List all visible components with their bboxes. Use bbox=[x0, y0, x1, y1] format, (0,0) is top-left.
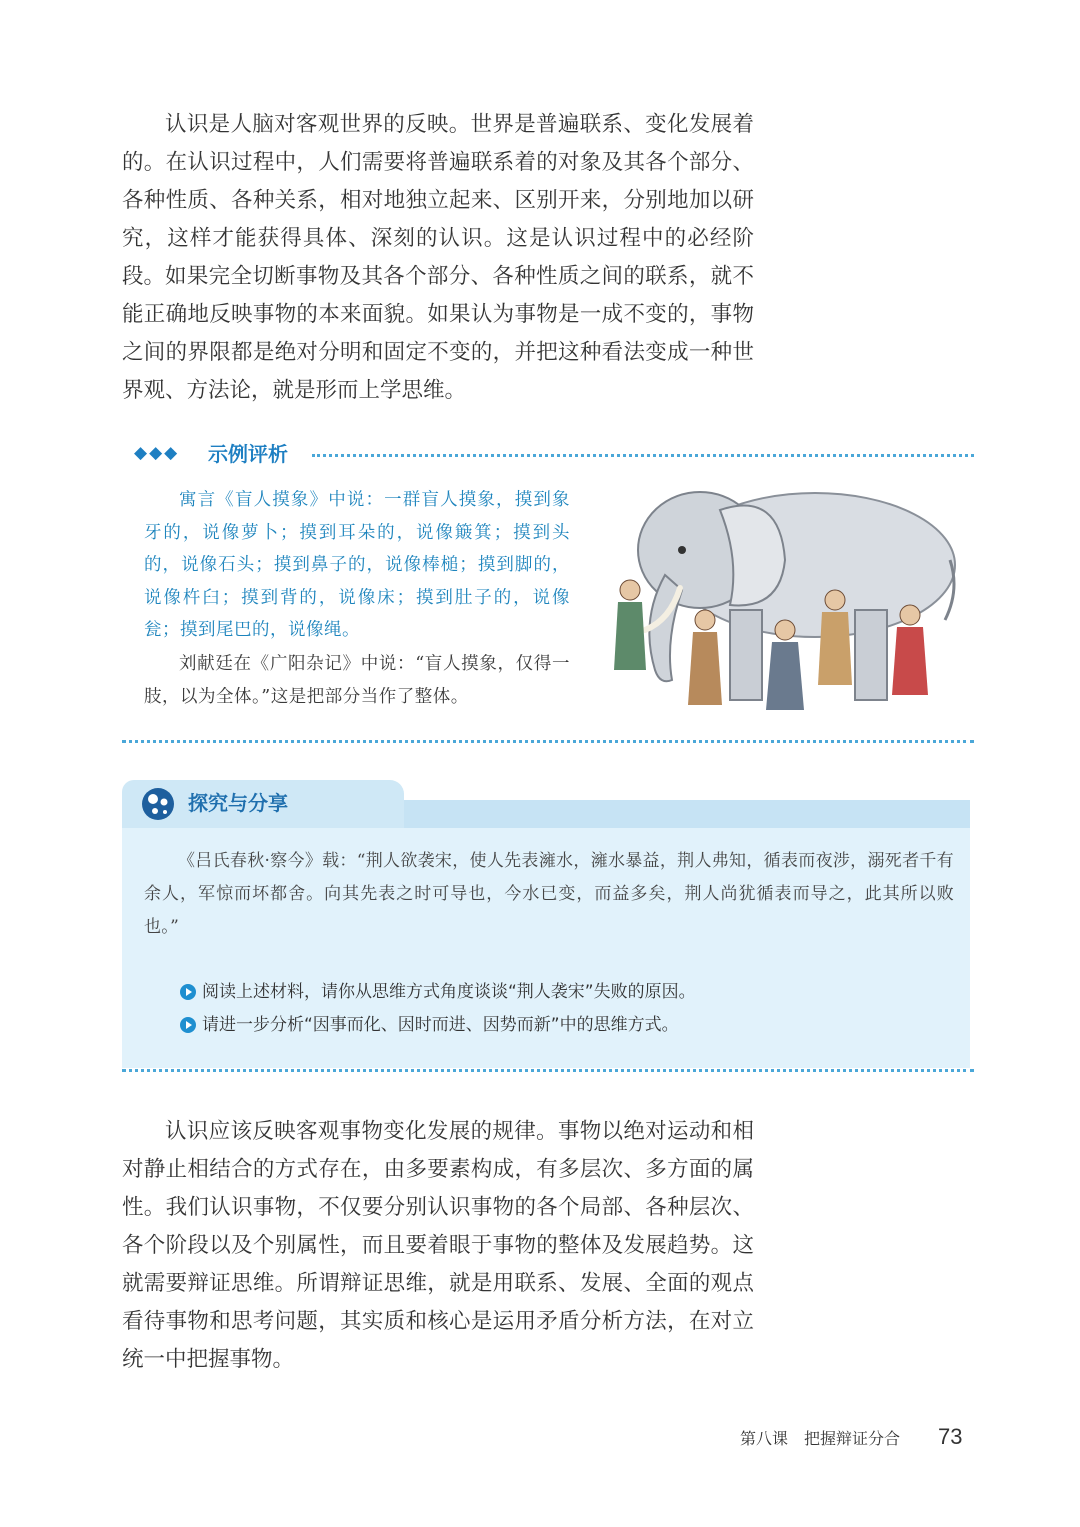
play-arrow-icon bbox=[180, 984, 196, 1000]
example-section-title: 示例评析 bbox=[208, 442, 288, 466]
example-fable-text: 寓言《盲人摸象》中说：一群盲人摸象，摸到象牙的，说像萝卜；摸到耳朵的，说像簸箕；摸到头的，说像石头；摸到鼻子的，说像棒槌；摸到脚的，说像杵臼；摸到背的，说像床；摸到肚子的，说像瓮；摸到尾巴的，说像绳。 bbox=[144, 490, 570, 641]
explore-question-2-text: 请进一步分析“因事而化、因时而进、因势而新”中的思维方式。 bbox=[202, 1015, 679, 1035]
play-arrow-icon bbox=[180, 1017, 196, 1033]
explore-share-title: 探究与分享 bbox=[188, 791, 288, 815]
example-quote-text: 刘献廷在《广阳杂记》中说：“盲人摸象，仅得一肢，以为全体。”这是把部分当作了整体。 bbox=[144, 654, 570, 707]
body-paragraph-1: 认识是人脑对客观世界的反映。世界是普遍联系、变化发展着的。在认识过程中，人们需要将普遍联系着的对象及其各个部分、各种性质、各种关系，相对地独立起来、区别开来，分别地加以研究，这样才能获得具体、深刻的认识。这是认识过程中的必经阶段。 bbox=[122, 112, 754, 289]
explore-question-2 bbox=[180, 1012, 679, 1038]
explore-question-1 bbox=[180, 979, 696, 1005]
blind-men-elephant-illustration bbox=[610, 470, 960, 715]
dotted-divider-explore bbox=[122, 1069, 974, 1072]
dotted-divider-top bbox=[312, 454, 974, 457]
explore-material-text: 《吕氏春秋·察今》载：“荆人欲袭宋，使人先表澭水，澭水暴益，荆人弗知，循表而夜涉，溺死者千有余人，军惊而坏都舍。向其先表之时可导也，今水已变，而益多矣，荆人尚犹循表而导之，此其所以败也。” bbox=[144, 851, 954, 937]
body-paragraph-2: 如果完全切断事物及其各个部分、各种性质之间的联系，就不能正确地反映事物的本来面貌。如果认为事物是一成不变的，事物之间的界限都是绝对分明和固定不变的，并把这种看法变成一种世界观、方法论，就是形而上学思维。 bbox=[122, 264, 754, 403]
explore-question-1-text: 阅读上述材料，请你从思维方式角度谈谈“荆人袭宋”失败的原因。 bbox=[202, 982, 696, 1002]
chapter-footer: 第八课 把握辩证分合 bbox=[740, 1429, 901, 1448]
explore-bubbles-icon bbox=[140, 786, 176, 822]
dotted-divider-bottom bbox=[122, 740, 974, 743]
body-paragraph-3: 认识应该反映客观事物变化发展的规律。事物以绝对运动和相对静止相结合的方式存在，由多要素构成，有多层次、多方面的属性。我们认识事物，不仅要分别认识事物的各个局部、各种层次、各个阶段以及个别属性，而且要着眼于事物的整体及发展趋势。这就需要辩证思维。所谓辩证思维，就是用联系、发展、全面的观点看待事物和思考问题，其实质和核心是运用矛盾分析方法，在对立统一中把握事物。 bbox=[122, 1119, 754, 1372]
page-number: 73 bbox=[938, 1424, 963, 1449]
diamond-bullets-icon: ◆◆◆ bbox=[134, 443, 180, 463]
